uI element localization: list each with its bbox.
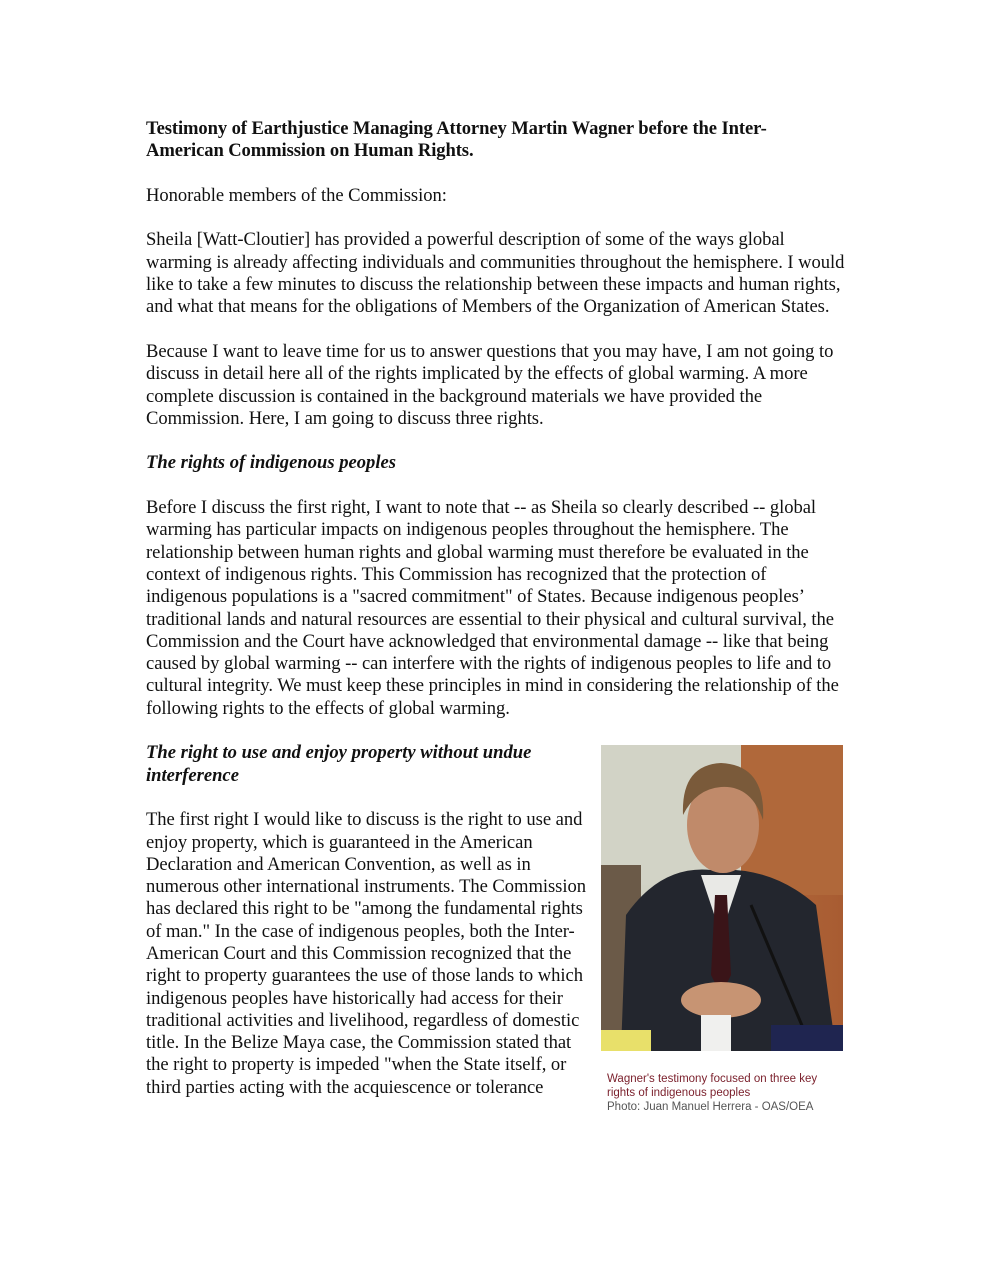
title-line-1: Testimony of Earthjustice Managing Attorney Martin Wagner before the Inter- [146, 118, 767, 139]
photo-credit: Photo: Juan Manuel Herrera - OAS/OEA [607, 1101, 814, 1114]
photo-caption [601, 1072, 844, 1114]
salutation: Honorable members of the Commission: [146, 184, 447, 206]
section-body-indigenous-rights: Before I discuss the first right, I want to note that -- as Sheila so clearly described -- global warming has particular impacts on indigenous peoples throughout the hemisphere. The relationship between human rights and global warming must therefore be evaluated in the context of indigenous rights. This Commission has recognized that the protection of indigenous populations is a "sacred commitment" of States. Because indigenous peoples’ traditional lands and natural resources are essential to their physical and cultural survival, the Commission and the Court have acknowledged that environmental damage -- like that being caused by global warming -- can interfere with the rights of indigenous peoples to life and to cultural integrity. We must keep these principles in mind in considering the relationship of the following rights to the effects of global warming. [146, 497, 839, 719]
paragraph-scope: Because I want to leave time for us to answer questions that you may have, I am not going to discuss in detail here all of the rights implicated by the effects of global warming. A more complete discussion is contained in the background materials we have provided the Commission. Here, I am going to discuss three rights. [146, 340, 834, 429]
photo-figure [601, 745, 844, 1114]
caption-text: Wagner's testimony focused on three key rights of indigenous peoples [607, 1073, 818, 1100]
speaker-photo [601, 745, 843, 1051]
document-title [146, 118, 846, 163]
section-heading-indigenous-rights: The rights of indigenous peoples [146, 452, 397, 474]
section-body-property-right: The first right I would like to discuss is the right to use and enjoy property, which is guaranteed in the American Declaration and American Convention, as well as in numerous other international instruments. The Commission has declared this right to be "among the fundamental rights of man." In the case of indigenous peoples, both the Inter-American Court and this Commission recognized that the right to property guarantees the use of those lands to which indigenous peoples have historically had access for their traditional activities and livelihood, regardless of domestic title. In the Belize Maya case, the Commission stated that the right to property is impeded "when the State itself, or third parties acting with the acquiescence or tolerance [146, 809, 586, 1098]
property-section [146, 742, 846, 1114]
document-page [146, 118, 846, 1114]
title-line-2: American Commission on Human Rights. [146, 140, 474, 162]
speaker-photo-illustration [601, 745, 843, 1051]
paragraph-intro: Sheila [Watt-Cloutier] has provided a powerful description of some of the ways global warming is already affecting individuals and communities throughout the hemisphere. I would like to take a few minutes to discuss the relationship between these impacts and human rights, and what that means for the obligations of Members of the Organization of American States. [146, 229, 845, 318]
section-heading-property-right: The right to use and enjoy property without undue interference [146, 742, 532, 786]
